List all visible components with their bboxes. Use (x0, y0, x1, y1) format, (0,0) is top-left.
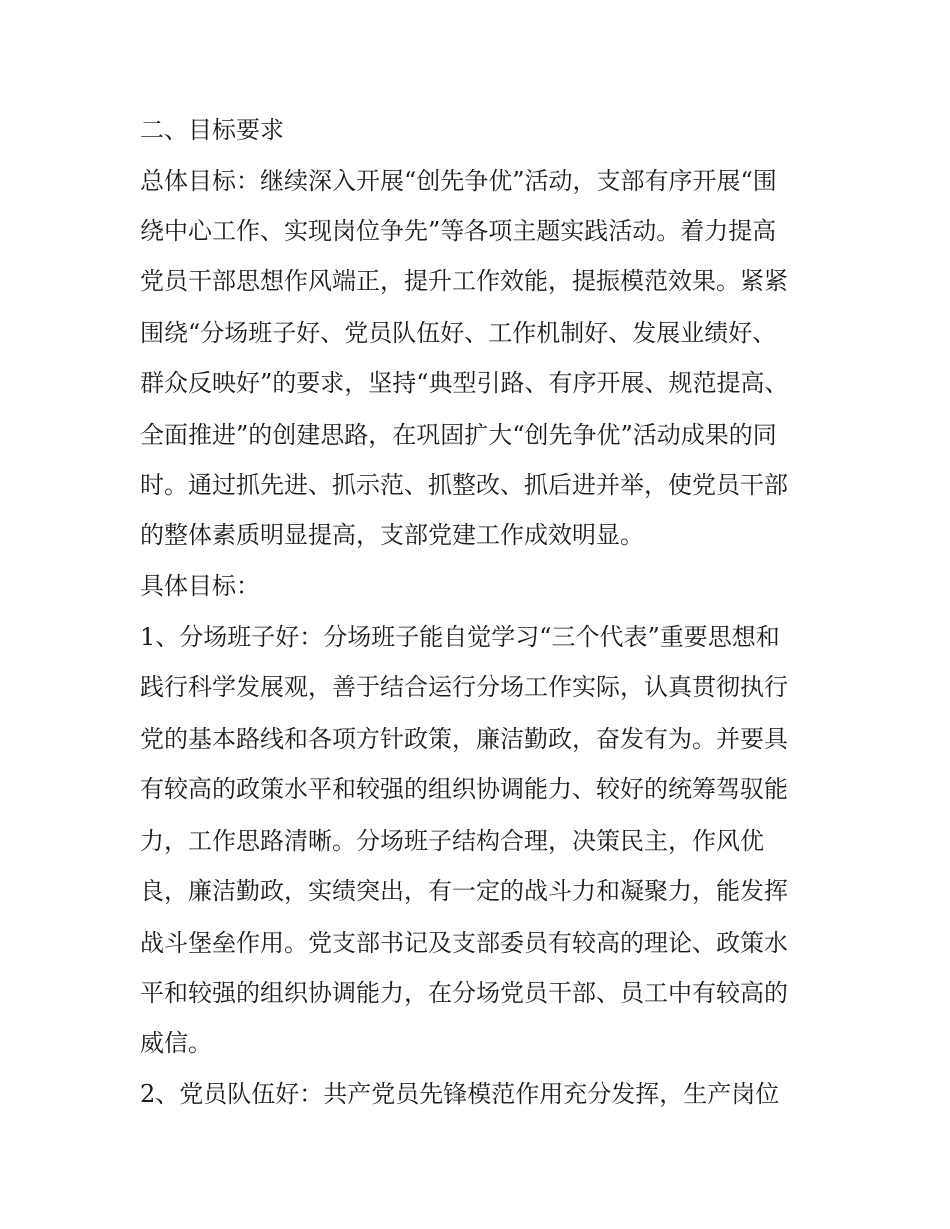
item1-line: 战斗堡垒作用。党支部书记及支部委员有较高的理论、政策水 (140, 929, 788, 957)
overall-goal-line: 的整体素质明显提高，支部党建工作成效明显。 (140, 521, 644, 549)
specific-goal-label: 具体目标： (140, 572, 260, 600)
overall-goal-line: 围绕“分场班子好、党员队伍好、工作机制好、发展业绩好、 (140, 319, 777, 347)
item1-line: 力，工作思路清晰。分场班子结构合理，决策民主，作风优 (140, 827, 764, 855)
overall-goal-line: 绕中心工作、实现岗位争先”等各项主题实践活动。着力提高 (140, 217, 777, 245)
item1-line: 平和较强的组织协调能力，在分场党员干部、员工中有较高的 (140, 979, 788, 1007)
item1-line: 良，廉洁勤政，实绩突出，有一定的战斗力和凝聚力，能发挥 (140, 877, 788, 905)
section-heading: 二、目标要求 (140, 116, 284, 144)
item1-line: 威信。 (140, 1029, 212, 1057)
overall-goal-line: 党员干部思想作风端正，提升工作效能，提振模范效果。紧紧 (140, 267, 788, 295)
item2-line: 2、党员队伍好：共产党员先锋模范作用充分发挥，生产岗位 (140, 1080, 780, 1108)
item1-line: 1、分场班子好：分场班子能自觉学习“三个代表”重要思想和 (140, 623, 780, 651)
overall-goal-line: 全面推进”的创建思路，在巩固扩大“创先争优”活动成果的同 (140, 421, 777, 449)
overall-goal-line: 总体目标：继续深入开展“创先争优”活动，支部有序开展“围 (140, 167, 777, 195)
overall-goal-line: 群众反映好”的要求，坚持“典型引路、有序开展、规范提高、 (140, 369, 789, 397)
item1-line: 践行科学发展观，善于结合运行分场工作实际，认真贯彻执行 (140, 673, 788, 701)
overall-goal-line: 时。通过抓先进、抓示范、抓整改、抓后进并举，使党员干部 (140, 471, 788, 499)
item1-line: 有较高的政策水平和较强的组织协调能力、较好的统筹驾驭能 (140, 775, 788, 803)
item1-line: 党的基本路线和各项方针政策，廉洁勤政，奋发有为。并要具 (140, 725, 788, 753)
